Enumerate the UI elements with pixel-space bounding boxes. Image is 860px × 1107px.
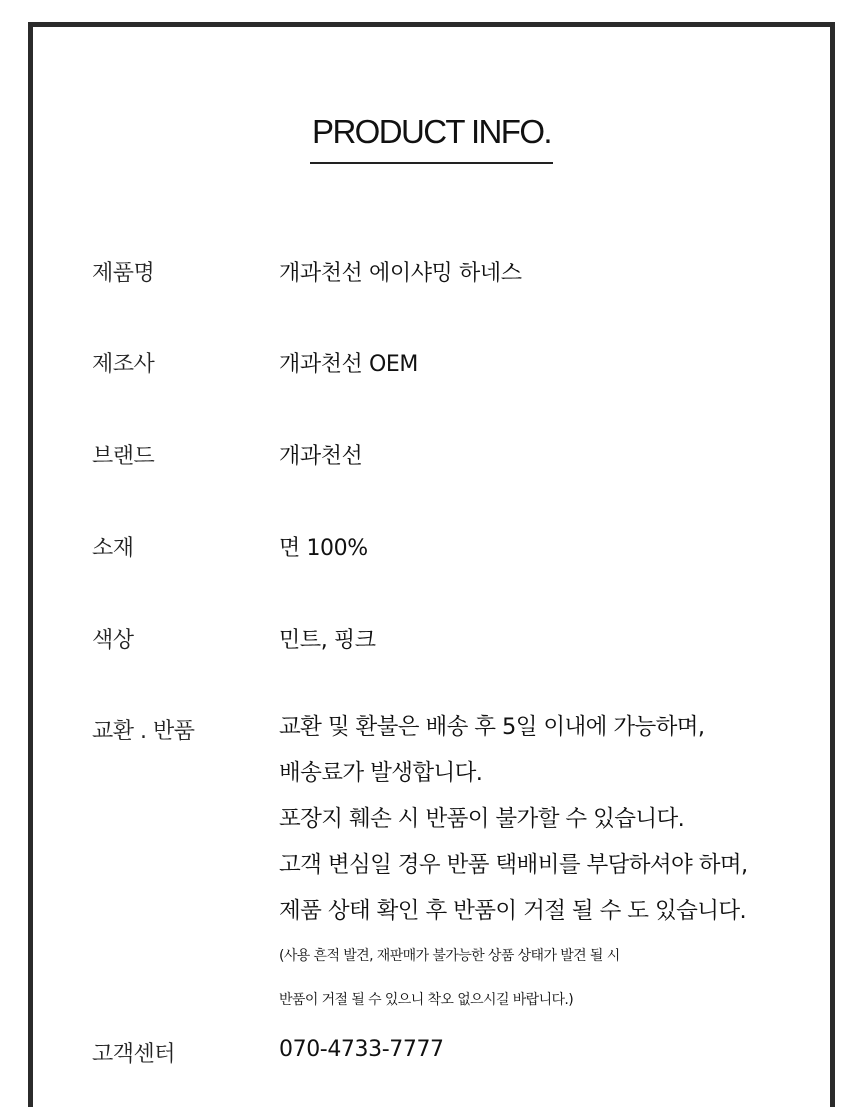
- policy-line: 제품 상태 확인 후 반품이 거절 될 수 도 있습니다.: [279, 898, 747, 924]
- brand-value: 개과천선: [279, 444, 363, 469]
- exchange-return-label: 교환 . 반품: [92, 719, 195, 744]
- customer-center-phone: 070-4733-7777: [279, 1037, 444, 1062]
- customer-center-label: 고객센터: [92, 1042, 176, 1067]
- title-wrap: [33, 115, 830, 164]
- product-name-value: 개과천선 에이샤밍 하네스: [279, 261, 522, 286]
- policy-line: 고객 변심일 경우 반품 택배비를 부담하셔야 하며,: [279, 852, 748, 878]
- color-label: 색상: [92, 628, 134, 653]
- color-value: 민트, 핑크: [279, 628, 376, 653]
- policy-line: 포장지 훼손 시 반품이 불가할 수 있습니다.: [279, 806, 685, 832]
- page-title: PRODUCT INFO.: [310, 115, 553, 164]
- product-name-label: 제품명: [92, 261, 155, 286]
- policy-note: (사용 흔적 발견, 재판매가 불가능한 상품 상태가 발견 될 시: [279, 948, 620, 964]
- manufacturer-label: 제조사: [92, 352, 155, 377]
- exchange-return-policy: [279, 704, 748, 1022]
- brand-label: 브랜드: [92, 444, 155, 469]
- manufacturer-value: 개과천선 OEM: [279, 352, 418, 377]
- policy-line: 교환 및 환불은 배송 후 5일 이내에 가능하며,: [279, 714, 705, 740]
- material-label: 소재: [92, 536, 134, 561]
- product-info-panel: [28, 22, 835, 1107]
- material-value: 면 100%: [279, 536, 368, 561]
- policy-note: 반품이 거절 될 수 있으니 착오 없으시길 바랍니다.): [279, 992, 574, 1008]
- policy-line: 배송료가 발생합니다.: [279, 760, 483, 786]
